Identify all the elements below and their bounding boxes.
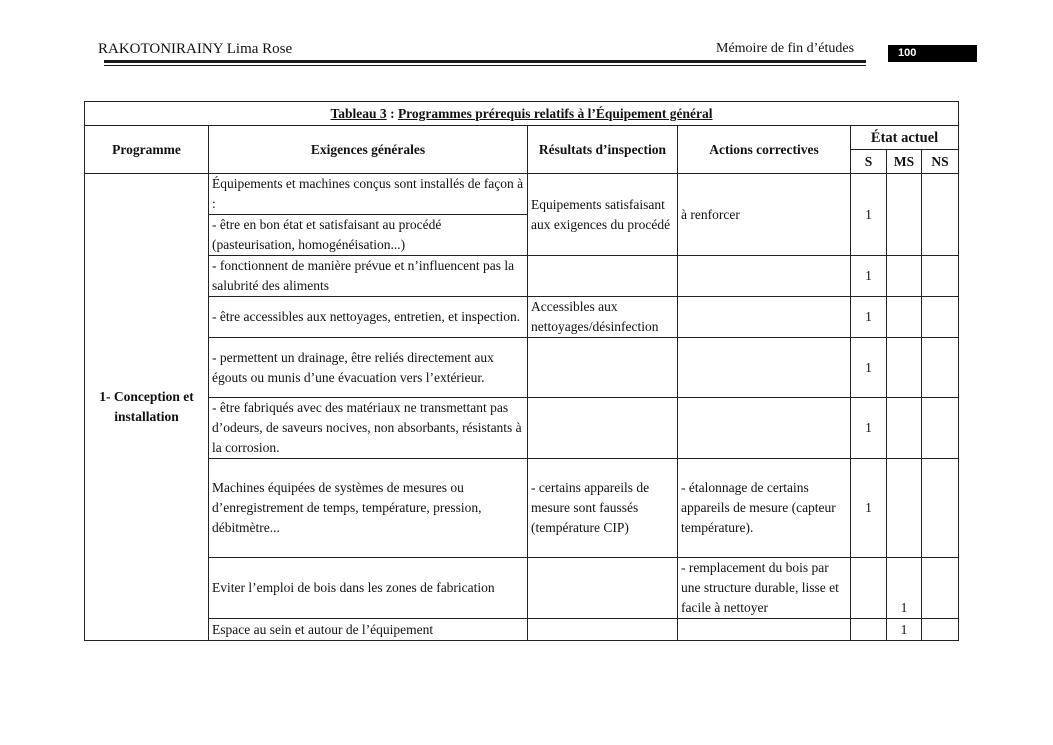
- table-caption-row: [85, 102, 959, 126]
- ns-cell: [922, 338, 959, 398]
- ns-cell: [922, 619, 959, 641]
- col-header-resultats: Résultats d’inspection: [528, 126, 678, 174]
- resultat-cell: Accessibles aux nettoyages/désinfection: [528, 297, 678, 338]
- action-cell: [678, 338, 851, 398]
- ms-cell: [887, 297, 922, 338]
- s-cell: 1: [851, 398, 887, 459]
- header-document-title: Mémoire de fin d’études: [716, 41, 855, 56]
- table-row: [85, 619, 959, 641]
- ms-cell: 1: [887, 619, 922, 641]
- caption-separator: :: [386, 105, 398, 121]
- s-cell: 1: [851, 256, 887, 297]
- table-row: [85, 297, 959, 338]
- table-row: [85, 338, 959, 398]
- exigence-cell: - fonctionnent de manière prévue et n’influencent pas la salubrité des aliments: [209, 256, 528, 297]
- ms-cell: [887, 174, 922, 256]
- table-row: [85, 459, 959, 558]
- action-cell: [678, 256, 851, 297]
- ns-cell: [922, 398, 959, 459]
- s-cell: [851, 619, 887, 641]
- header-rule-thick: [104, 60, 866, 63]
- action-cell: à renforcer: [678, 174, 851, 256]
- ms-cell: [887, 256, 922, 297]
- resultat-cell: [528, 338, 678, 398]
- exigence-cell: Eviter l’emploi de bois dans les zones de fabrication: [209, 558, 528, 619]
- exigence-cell: Machines équipées de systèmes de mesures ou d’enregistrement de temps, température, pression, débitmètre...: [209, 459, 528, 558]
- exigence-cell: - être accessibles aux nettoyages, entretien, et inspection.: [209, 297, 528, 338]
- ns-cell: [922, 256, 959, 297]
- ms-cell: 1: [887, 558, 922, 619]
- caption-title: Programmes prérequis relatifs à l’Équipement général: [397, 105, 713, 121]
- table-row: [85, 558, 959, 619]
- action-cell: [678, 619, 851, 641]
- exigence-cell: - être fabriqués avec des matériaux ne transmettant pas d’odeurs, de saveurs nocives, non absorbants, résistants à la corrosion.: [209, 398, 528, 459]
- ms-cell: [887, 338, 922, 398]
- col-header-ns: NS: [922, 150, 959, 174]
- s-cell: 1: [851, 297, 887, 338]
- programme-cell: 1- Conception et installation: [85, 174, 209, 641]
- table-row: [85, 398, 959, 459]
- resultat-cell: [528, 558, 678, 619]
- col-header-ms: MS: [887, 150, 922, 174]
- table-row: [85, 256, 959, 297]
- table-caption: [85, 102, 959, 126]
- ms-cell: [887, 398, 922, 459]
- page-number-badge: 100: [888, 45, 977, 62]
- prerequisite-programs-table: [84, 101, 959, 641]
- table-row: [85, 174, 959, 215]
- action-cell: [678, 297, 851, 338]
- col-header-s: S: [851, 150, 887, 174]
- resultat-cell: [528, 398, 678, 459]
- action-cell: [678, 398, 851, 459]
- col-header-etat: État actuel: [851, 126, 959, 150]
- resultat-cell: [528, 619, 678, 641]
- col-header-actions: Actions correctives: [678, 126, 851, 174]
- header-author: RAKOTONIRAINY Lima Rose: [98, 41, 293, 57]
- resultat-cell: Equipements satisfaisant aux exigences du procédé: [528, 174, 678, 256]
- exigence-cell: - permettent un drainage, être reliés directement aux égouts ou munis d’une évacuation vers l’extérieur.: [209, 338, 528, 398]
- s-cell: 1: [851, 338, 887, 398]
- s-cell: 1: [851, 174, 887, 256]
- col-header-exigences: Exigences générales: [209, 126, 528, 174]
- exigence-cell: Équipements et machines conçus sont installés de façon à :: [209, 174, 528, 215]
- ns-cell: [922, 558, 959, 619]
- col-header-programme: Programme: [85, 126, 209, 174]
- caption-label: Tableau 3: [330, 105, 387, 121]
- ns-cell: [922, 174, 959, 256]
- ns-cell: [922, 459, 959, 558]
- header-rule-thin: [104, 65, 866, 66]
- table-header-row: [85, 126, 959, 150]
- action-cell: - étalonnage de certains appareils de mesure (capteur température).: [678, 459, 851, 558]
- action-cell: - remplacement du bois par une structure durable, lisse et facile à nettoyer: [678, 558, 851, 619]
- exigence-cell: Espace au sein et autour de l’équipement: [209, 619, 528, 641]
- resultat-cell: [528, 256, 678, 297]
- resultat-cell: - certains appareils de mesure sont faussés (température CIP): [528, 459, 678, 558]
- exigence-cell: - être en bon état et satisfaisant au procédé (pasteurisation, homogénéisation...): [209, 215, 528, 256]
- s-cell: [851, 558, 887, 619]
- ms-cell: [887, 459, 922, 558]
- s-cell: 1: [851, 459, 887, 558]
- ns-cell: [922, 297, 959, 338]
